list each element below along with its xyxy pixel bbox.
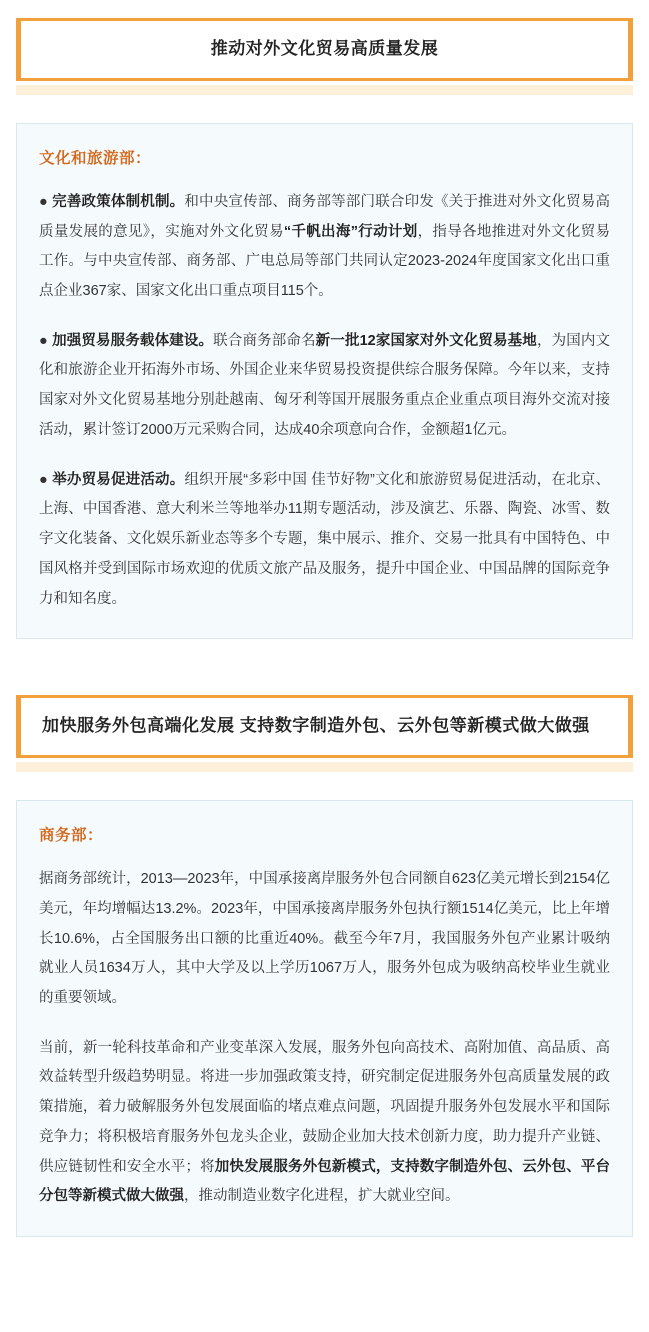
text-run: ，指导各地推进对外文化贸易工作。与中央宣传部、商务部、广电总局等部门共同认定2023-2024年度国家文化出口重点企业367家、国家文化出口重点项目115个。: [39, 223, 611, 300]
text-run-bold: 加快发展服务外包新模式，支持数字制造外包、云外包、平台分包等新模式做大做强: [39, 1158, 611, 1205]
text-run: 组织开展“多彩中国 佳节好物”文化和旅游贸易促进活动，在北京、上海、中国香港、意大利米兰等地举办11期专题活动，涉及演艺、乐器、陶瓷、冰雪、数字文化装备、文化娱乐新业态等多个专题，集中展示、推介、交易一批具有中国特色、中国风格并受到国际市场欢迎的优质文旅产品及服务，提升中国企业、中国品牌的国际竞争力和知名度。: [39, 471, 611, 607]
paragraph: [39, 466, 610, 615]
paragraph: [39, 327, 610, 446]
text-run: 据商务部统计，2013—2023年，中国承接离岸服务外包合同额自623亿美元增长到2154亿美元，年均增幅达13.2%。2023年，中国承接离岸服务外包执行额1514亿美元，比上年增长10.6%，占全国服务出口额的比重近40%。截至今年7月，我国服务外包产业累计吸纳就业人员1634万人，其中大学及以上学历1067万人，服务外包成为吸纳高校毕业生就业的重要领域。: [39, 871, 610, 1006]
paragraph: [39, 1034, 610, 1212]
banner-shadow-2: [16, 762, 633, 772]
card-title-1: 文化和旅游部：: [39, 149, 152, 167]
section-heading-2: 加快服务外包高端化发展 支持数字制造外包、云外包等新模式做大做强: [42, 716, 590, 736]
section-heading-1: 推动对外文化贸易高质量发展: [210, 39, 439, 58]
banner-inner-2: [42, 712, 607, 741]
text-run: 当前，新一轮科技革命和产业变革深入发展，服务外包向高技术、高附加值、高品质、高效益转型升级趋势明显。将进一步加强政策支持，研究制定促进服务外包高质量发展的政策措施，着力破解服务外包发展面临的堵点难点问题，巩固提升服务外包发展水平和国际竞争力；将积极培育服务外包龙头企业，鼓励企业加大技术创新力度，助力提升产业链、供应链韧性和安全水平；将: [39, 1039, 610, 1175]
text-run-bold: “千帆出海”行动计划: [283, 223, 418, 240]
card-title-2: 商务部：: [39, 827, 104, 845]
bullet-marker: ●: [39, 332, 53, 349]
bullet-marker: ●: [39, 471, 53, 488]
section-banner-1: [16, 18, 633, 81]
text-run-bold: 举办贸易促进活动。: [52, 471, 185, 488]
text-run: 联合商务部命名: [213, 332, 316, 349]
content-card-1: [16, 123, 633, 639]
text-run-bold: 加强贸易服务载体建设。: [52, 332, 214, 349]
paragraph: [39, 865, 610, 1014]
text-run-bold: 完善政策体制机制。: [52, 193, 185, 210]
text-run: 和中央宣传部、商务部等部门联合印发《关于推进对外文化贸易高质量发展的意见》，实施对外文化贸易: [39, 193, 610, 240]
section-spacer: [16, 639, 633, 695]
paragraph: [39, 188, 610, 307]
text-run-bold: 新一批12家国家对外文化贸易基地: [315, 332, 537, 349]
banner-inner-1: [42, 35, 607, 64]
content-card-2: [16, 800, 633, 1237]
text-run: ，为国内文化和旅游企业开拓海外市场、外国企业来华贸易投资提供综合服务保障。今年以来，支持国家对外文化贸易基地分别赴越南、匈牙利等国开展服务重点企业重点项目海外交流对接活动，累计签订2000万元采购合同，达成40余项意向合作，金额超1亿元。: [39, 332, 611, 438]
section-banner-2: [16, 695, 633, 758]
banner-shadow-1: [16, 85, 633, 95]
bullet-marker: ●: [39, 193, 53, 210]
text-run: ，推动制造业数字化进程，扩大就业空间。: [184, 1188, 460, 1205]
